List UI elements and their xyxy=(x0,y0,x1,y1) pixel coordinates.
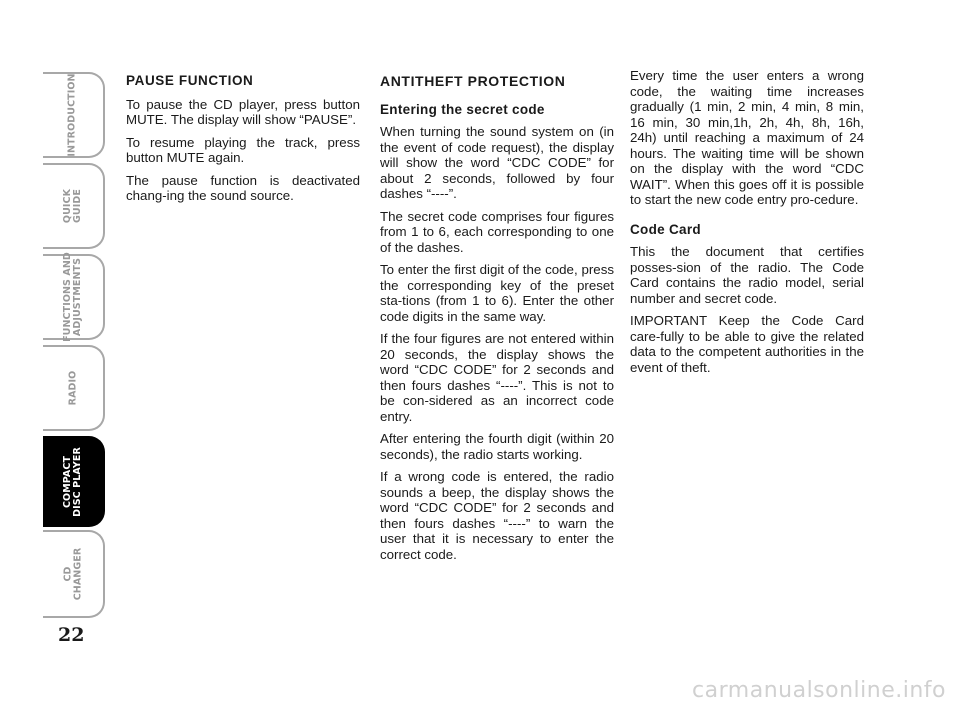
tab-introduction[interactable] xyxy=(43,72,105,158)
tab-radio[interactable] xyxy=(43,345,105,431)
paragraph: If a wrong code is entered, the radio sounds a beep, the display shows the word “CDC CODE” for 2 seconds and then fours dashes “----” to warn the user that it is necessary to enter the correct code. xyxy=(380,469,614,562)
section-heading-antitheft: ANTITHEFT PROTECTION xyxy=(380,73,566,89)
paragraph: This the document that certifies posses-sion of the radio. The Code Card contains the radio model, serial number and secret code. xyxy=(630,244,864,306)
subheading-code-card: Code Card xyxy=(630,221,701,237)
paragraph: The secret code comprises four figures from 1 to 6, each corresponding to one of the dashes. xyxy=(380,208,614,255)
paragraph: IMPORTANT Keep the Code Card care-fully to be able to give the related data to the competent authorities in the event of theft. xyxy=(630,313,864,375)
watermark-text: carmanualsonline.info xyxy=(692,678,946,703)
page-number: 22 xyxy=(58,624,85,646)
paragraph: If the four figures are not entered within 20 seconds, the display shows the word “CDC CODE” for 2 seconds and then fours dashes “----”. This is not to be con-sidered as an incorrect code entry. xyxy=(380,331,614,424)
subheading-secret-code: Entering the secret code xyxy=(380,101,545,117)
tab-compact-disc-player[interactable] xyxy=(43,436,105,527)
paragraph: After entering the fourth digit (within 20 seconds), the radio starts working. xyxy=(380,431,614,462)
paragraph: The pause function is deactivated chang-ing the sound source. xyxy=(126,172,360,203)
tab-radio-label: RADIO xyxy=(66,370,78,406)
tab-cd-changer[interactable] xyxy=(43,530,105,618)
paragraph: When turning the sound system on (in the event of code request), the display will show the word “CDC CODE” for about 2 seconds, followed by four dashes “----”. xyxy=(380,124,614,201)
paragraph: To resume playing the track, press button MUTE again. xyxy=(126,134,360,165)
tab-quick-guide[interactable] xyxy=(43,163,105,249)
tab-compact-disc-label: COMPACT DISC PLAYER xyxy=(62,446,84,517)
paragraph: To enter the first digit of the code, press the corresponding key of the preset sta-tions (from 1 to 6). Enter the other code digits in the same way. xyxy=(380,262,614,324)
tab-functions-label: FUNCTIONS AND ADJUSTMENTS xyxy=(62,252,83,342)
tab-quick-guide-label: QUICK GUIDE xyxy=(61,188,83,224)
tab-cd-changer-label: CD CHANGER xyxy=(62,547,83,601)
section-heading-pause: PAUSE FUNCTION xyxy=(126,73,254,88)
paragraph: Every time the user enters a wrong code, the waiting time increases gradually (1 min, 2 min, 4 min, 8 min, 16 min, 30 min,1h, 2h, 4h, 8h, 16h, 24h) until reaching a maximum of 24 hours. The waiting time will be shown on the display with the word “CDC WAIT”. When this goes off it is possible to start the new code entry pro-cedure. xyxy=(630,68,864,207)
column-code-card xyxy=(630,68,864,382)
paragraph: To pause the CD player, press button MUTE. The display will show “PAUSE”. xyxy=(126,96,360,127)
tab-functions-and-adjustments[interactable] xyxy=(43,254,105,340)
tab-introduction-label: INTRODUCTION xyxy=(67,73,79,157)
column-antitheft-protection xyxy=(380,68,614,569)
column-pause-function xyxy=(126,68,360,211)
